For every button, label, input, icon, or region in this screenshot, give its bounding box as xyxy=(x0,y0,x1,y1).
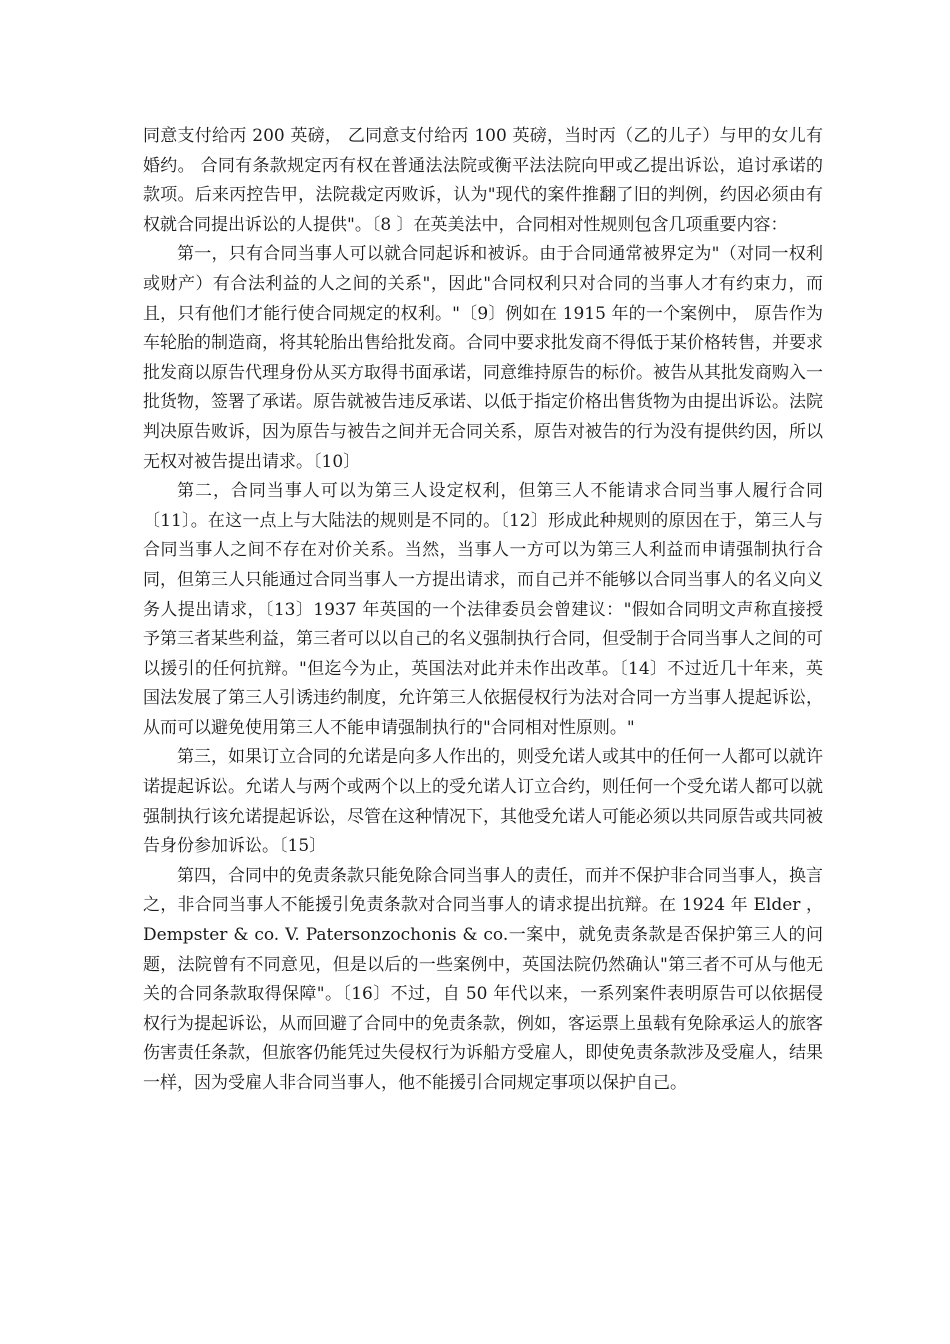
paragraph-second-rule: 第二，合同当事人可以为第三人设定权利，但第三人不能请求合同当事人履行合同〔11〕。在这一点上与大陆法的规则是不同的。〔12〕形成此种规则的原因在于，第三人与合同当事人之间不存在对价关系。当然，当事人一方可以为第三人利益而申请强制执行合同，但第三人只能通过合同当事人一方提出请求，而自己并不能够以合同当事人的名义向义务人提出请求，〔13〕1937 年英国的一个法律委员会曾建议："假如合同明文声称直接授予第三者某些利益，第三者可以以自己的名义强制执行合同，但受制于合同当事人之间的可以援引的任何抗辩。"但迄今为止，英国法对此并未作出改革。〔14〕不过近几十年来，英国法发展了第三人引诱违约制度，允许第三人依据侵权行为法对合同一方当事人提起诉讼，从而可以避免使用第三人不能申请强制执行的"合同相对性原则。" xyxy=(143,481,823,738)
paragraph-first-rule: 第一，只有合同当事人可以就合同起诉和被诉。由于合同通常被界定为"（对同一权利或财产）有合法利益的人之间的关系"，因此"合同权利只对合同的当事人才有约束力，而且，只有他们才能行使合同规定的权利。"〔9〕例如在 1915 年的一个案例中， 原告作为车轮胎的制造商，将其轮胎出售给批发商。合同中要求批发商不得低于某价格转售，并要求批发商以原告代理身份从买方取得书面承诺，同意维持原告的标价。被告从其批发商购入一批货物，签署了承诺。原告就被告违反承诺、以低于指定价格出售货物为由提出诉讼。法院判决原告败诉，因为原告与被告之间并无合同关系，原告对被告的行为没有提供约因，所以无权对被告提出请求。〔10〕 xyxy=(143,244,823,472)
document-body xyxy=(143,122,823,1099)
paragraph-fourth-rule: 第四，合同中的免责条款只能免除合同当事人的责任，而并不保护非合同当事人，换言之，非合同当事人不能援引免责条款对合同当事人的请求提出抗辩。在 1924 年 Elder ， Dempster & co. V. Patersonzochonis & co.一案中，就免责条款是否保护第三人的问题，法院曾有不同意见，但是以后的一些案例中，英国法院仍然确认"第三者不可从与他无关的合同条款取得保障"。〔16〕不过，自 50 年代以来，一系列案件表明原告可以依据侵权行为提起诉讼，从而回避了合同中的免责条款，例如，客运票上虽载有免除承运人的旅客伤害责任条款，但旅客仍能凭过失侵权行为诉船方受雇人，即使免责条款涉及受雇人，结果一样，因为受雇人非合同当事人，他不能援引合同规定事项以保护自己。 xyxy=(143,865,823,1093)
paragraph-third-rule: 第三，如果订立合同的允诺是向多人作出的，则受允诺人或其中的任何一人都可以就许诺提起诉讼。允诺人与两个或两个以上的受允诺人订立合约，则任何一个受允诺人都可以就强制执行该允诺提起诉讼，尽管在这种情况下，其他受允诺人可能必须以共同原告或共同被告身份参加诉讼。〔15〕 xyxy=(143,747,823,857)
paragraph-continuation: 同意支付给丙 200 英磅， 乙同意支付给丙 100 英磅，当时丙（乙的儿子）与甲的女儿有婚约。 合同有条款规定丙有权在普通法法院或衡平法法院向甲或乙提出诉讼，追讨承诺的款项。后来丙控告甲，法院裁定丙败诉，认为"现代的案件推翻了旧的判例，约因必须由有权就合同提出诉讼的人提供"。〔8 〕在英美法中，合同相对性规则包含几项重要内容： xyxy=(143,126,823,235)
